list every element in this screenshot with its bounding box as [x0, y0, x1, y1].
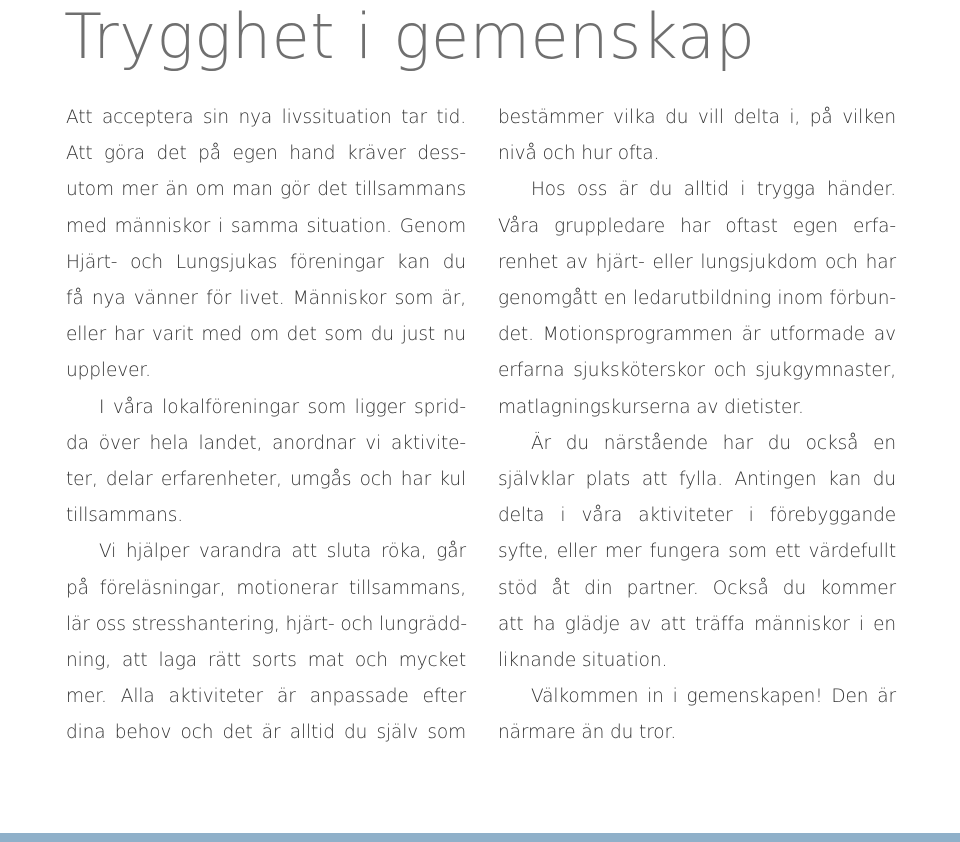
text-line: dina behov och det är alltid du själv som: [66, 722, 466, 744]
text-line: tillsammans.: [66, 505, 184, 527]
text-line: ter, delar erfarenheter, umgås och har kul: [66, 469, 466, 491]
text-line: matlagningskurserna av dietister.: [498, 396, 804, 418]
text-line: lär oss stresshantering, hjärt- och lungrädd-: [66, 613, 467, 635]
text-line: renhet av hjärt- eller lungsjukdom och har: [498, 251, 896, 273]
text-line: I våra lokalföreningar som ligger sprid-: [99, 396, 466, 418]
text-line: Att göra det på egen hand kräver dess-: [66, 143, 466, 165]
text-line: eller har varit med om det som du just nu: [66, 324, 466, 346]
text-line: Vi hjälper varandra att sluta röka, går: [99, 541, 466, 563]
text-line: genomgått en ledarutbildning inom förbun-: [498, 288, 896, 310]
text-line: Hos oss är du alltid i trygga händer.: [531, 179, 896, 201]
page-title: Trygghet i gemenskap: [64, 0, 756, 73]
text-line: stöd åt din partner. Också du kommer: [498, 577, 896, 599]
text-line: utom mer än om man gör det tillsammans: [66, 179, 466, 201]
text-line: bestämmer vilka du vill delta i, på vilken: [498, 107, 896, 128]
right-text-column: [498, 100, 896, 752]
text-line: liknande situation.: [498, 650, 668, 672]
text-line: Hjärt- och Lungsjukas föreningar kan du: [66, 251, 466, 273]
text-line: ning, att laga rätt sorts mat och mycket: [66, 650, 466, 672]
text-line: med människor i samma situation. Genom: [66, 215, 466, 237]
text-line: da över hela landet, anordnar vi aktivite-: [66, 432, 466, 454]
text-line: upplever.: [66, 360, 151, 382]
text-line: Välkommen in i gemenskapen! Den är: [531, 686, 896, 708]
bottom-decorative-bar: [0, 833, 960, 842]
text-line: delta i våra aktiviteter i förebyggande: [498, 505, 896, 527]
text-line: på föreläsningar, motionerar tillsammans,: [66, 577, 466, 599]
text-line: få nya vänner för livet. Människor som är,: [66, 288, 466, 310]
text-line: det. Motionsprogrammen är utformade av: [498, 324, 896, 346]
text-line: Är du närstående har du också en: [531, 432, 896, 454]
text-line: närmare än du tror.: [498, 722, 677, 744]
left-text-column: [66, 100, 466, 752]
text-line: erfarna sjuksköterskor och sjukgymnaster,: [498, 360, 896, 382]
text-line: Att acceptera sin nya livssituation tar tid.: [66, 107, 466, 128]
text-line: att ha glädje av att träffa människor i en: [498, 613, 896, 635]
text-line: nivå och hur ofta.: [498, 143, 660, 165]
text-line: självklar plats att fylla. Antingen kan du: [498, 469, 896, 491]
text-line: syfte, eller mer fungera som ett värdefullt: [498, 541, 896, 563]
text-line: mer. Alla aktiviteter är anpassade efter: [66, 686, 466, 708]
text-line: Våra gruppledare har oftast egen erfa-: [498, 215, 896, 237]
